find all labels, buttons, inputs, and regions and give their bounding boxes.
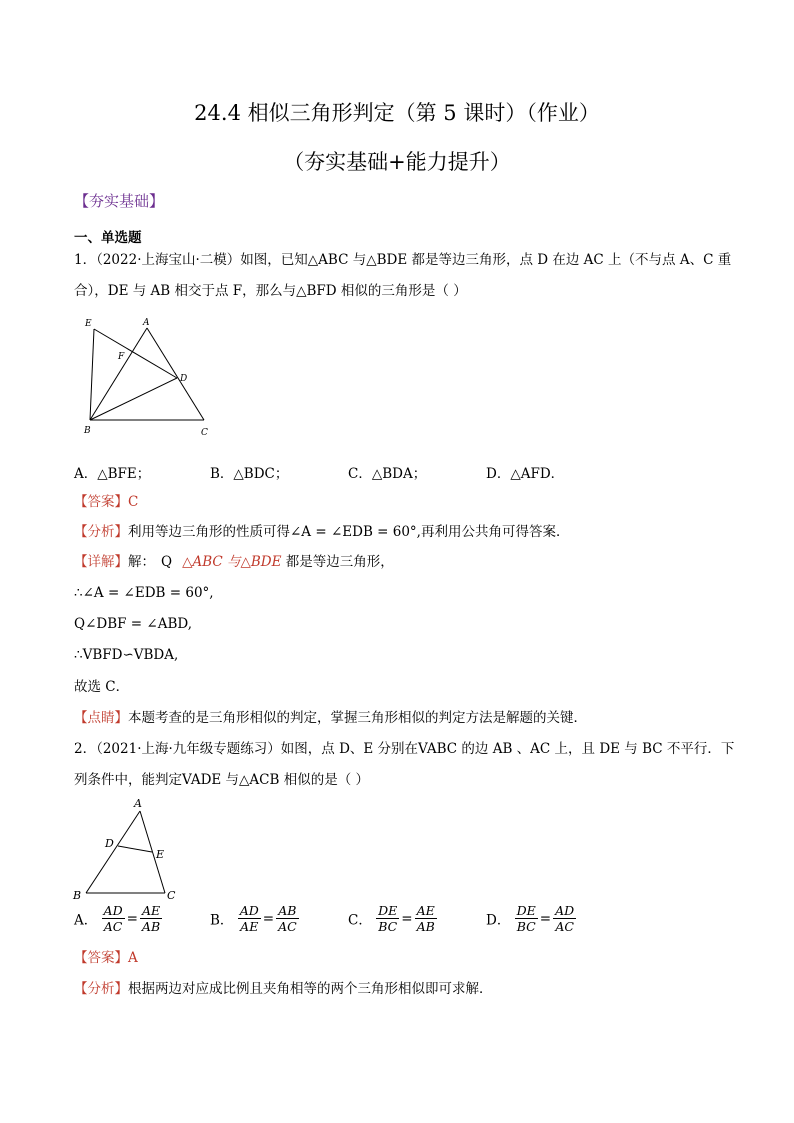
q2-stem-line2: 列条件中，能判定VADE 与△ACB 相似的是（ ） (74, 772, 370, 788)
q1-answer (74, 492, 138, 512)
q1-option-d[interactable]: D．△AFD． (486, 466, 565, 482)
q1-detail-suffix: 都是等边三角形， (281, 554, 394, 570)
q1-edge-BE (90, 329, 94, 420)
q2-analysis (74, 979, 493, 999)
q2-figure (70, 795, 182, 905)
q1-option-a[interactable]: A．△BFE； (74, 466, 151, 482)
q1-label-A: A (143, 318, 150, 328)
q2-option-d-right-fraction: $\frac{AD}{AC}$ (555, 903, 575, 934)
q1-step-2: Q∠DBF = ∠ABD, (74, 616, 192, 632)
q1-comment (74, 708, 587, 728)
q2-option-b-label: B． (210, 912, 234, 929)
q2-option-d-equals: = (539, 910, 552, 927)
q2-option-a-equals: = (126, 910, 138, 927)
q2-answer (74, 948, 138, 968)
q1-option-b[interactable]: B．△BDC； (210, 466, 289, 482)
q1-analysis-tag: 【分析】 (74, 524, 128, 540)
q2-edge-DE (118, 846, 152, 852)
q2-option-d[interactable] (486, 903, 576, 934)
q2-option-b[interactable] (210, 903, 299, 934)
q2-analysis-text: 根据两边对应成比例且夹角相等的两个三角形相似即可求解． (128, 981, 493, 997)
q1-detail-because: Q (161, 554, 173, 570)
q2-option-b-left-fraction: $\frac{AD}{AE}$ (239, 903, 259, 934)
q1-edge-ED (94, 329, 177, 378)
q2-answer-value: A (128, 950, 138, 966)
q2-option-a-left-fraction: $\frac{AD}{AC}$ (103, 903, 123, 934)
q1-comment-text: 本题考查的是三角形相似的判定，掌握三角形相似的判定方法是解题的关键． (128, 710, 587, 726)
q1-detail (74, 552, 394, 572)
q2-analysis-tag: 【分析】 (74, 981, 128, 997)
q2-option-c-right-fraction: $\frac{AE}{AB}$ (416, 903, 435, 934)
q2-label-B: B (73, 889, 82, 902)
q1-edge-AC (147, 328, 204, 420)
q1-analysis-text: 利用等边三角形的性质可得∠A = ∠EDB = 60°,再利用公共角可得答案． (128, 524, 570, 540)
q2-option-d-label: D． (486, 912, 511, 929)
q2-label-A: A (134, 797, 142, 810)
q1-step-1: ∴∠A = ∠EDB = 60°, (74, 585, 214, 601)
q2-edge-BA (86, 811, 140, 893)
q1-comment-tag: 【点睛】 (74, 710, 128, 726)
q2-label-E: E (156, 848, 165, 861)
q1-options (0, 462, 794, 482)
q1-label-F: F (118, 352, 125, 362)
q2-option-b-right-fraction: $\frac{AB}{AC}$ (278, 903, 297, 934)
q1-label-E: E (85, 319, 92, 329)
section-heading: 【夯实基础】 (74, 192, 165, 210)
q2-stem-line1: 2．（2021·上海·九年级专题练习）如图，点 D、E 分别在VABC 的边 AB 、AC 上，且 DE 与 BC 不平行．下 (74, 741, 735, 757)
q1-stem-line2: 合），DE 与 AB 相交于点 F，那么与△BFD 相似的三角形是（ ） (74, 283, 467, 299)
q1-label-C: C (201, 428, 208, 438)
q2-option-a-right-fraction: $\frac{AE}{AB}$ (141, 903, 161, 934)
q1-label-D: D (180, 374, 188, 384)
q1-step-3: ∴VBFD∽VBDA, (74, 647, 179, 663)
q1-label-B: B (84, 426, 91, 436)
q2-label-C: C (167, 889, 176, 902)
q2-option-c-equals: = (401, 910, 413, 927)
q1-detail-prefix: 解： (128, 554, 155, 570)
page-subtitle: （夯实基础+能力提升） (283, 150, 511, 174)
q2-option-d-left-fraction: $\frac{DE}{BC}$ (516, 903, 536, 934)
q1-option-c[interactable]: C．△BDA； (348, 466, 427, 482)
q1-conclusion: 故选 C． (74, 679, 130, 695)
q1-detail-red-triangles: △ABC 与△BDE (182, 554, 282, 570)
page-title: 24.4 相似三角形判定（第 5 课时）（作业） (194, 101, 600, 125)
q2-option-b-equals: = (262, 910, 275, 927)
subsection-heading: 一、单选题 (74, 230, 142, 246)
q1-answer-tag: 【答案】 (74, 494, 128, 510)
q2-option-a[interactable] (74, 903, 162, 934)
q1-detail-tag: 【详解】 (74, 554, 128, 570)
q2-answer-tag: 【答案】 (74, 950, 128, 966)
q2-options (0, 903, 794, 939)
q1-answer-value: C (128, 494, 139, 510)
q1-stem-line1: 1．（2022·上海宝山·二模）如图，已知△ABC 与△BDE 都是等边三角形，点 D 在边 AC 上（不与点 A、C 重 (74, 252, 732, 268)
q1-analysis (74, 522, 569, 542)
q2-option-c-label: C． (348, 912, 372, 929)
q2-option-c-left-fraction: $\frac{DE}{BC}$ (378, 903, 398, 934)
q2-option-c[interactable] (348, 903, 437, 934)
q2-label-D: D (105, 837, 114, 850)
q2-option-a-label: A． (74, 912, 98, 929)
q1-figure (76, 312, 226, 438)
